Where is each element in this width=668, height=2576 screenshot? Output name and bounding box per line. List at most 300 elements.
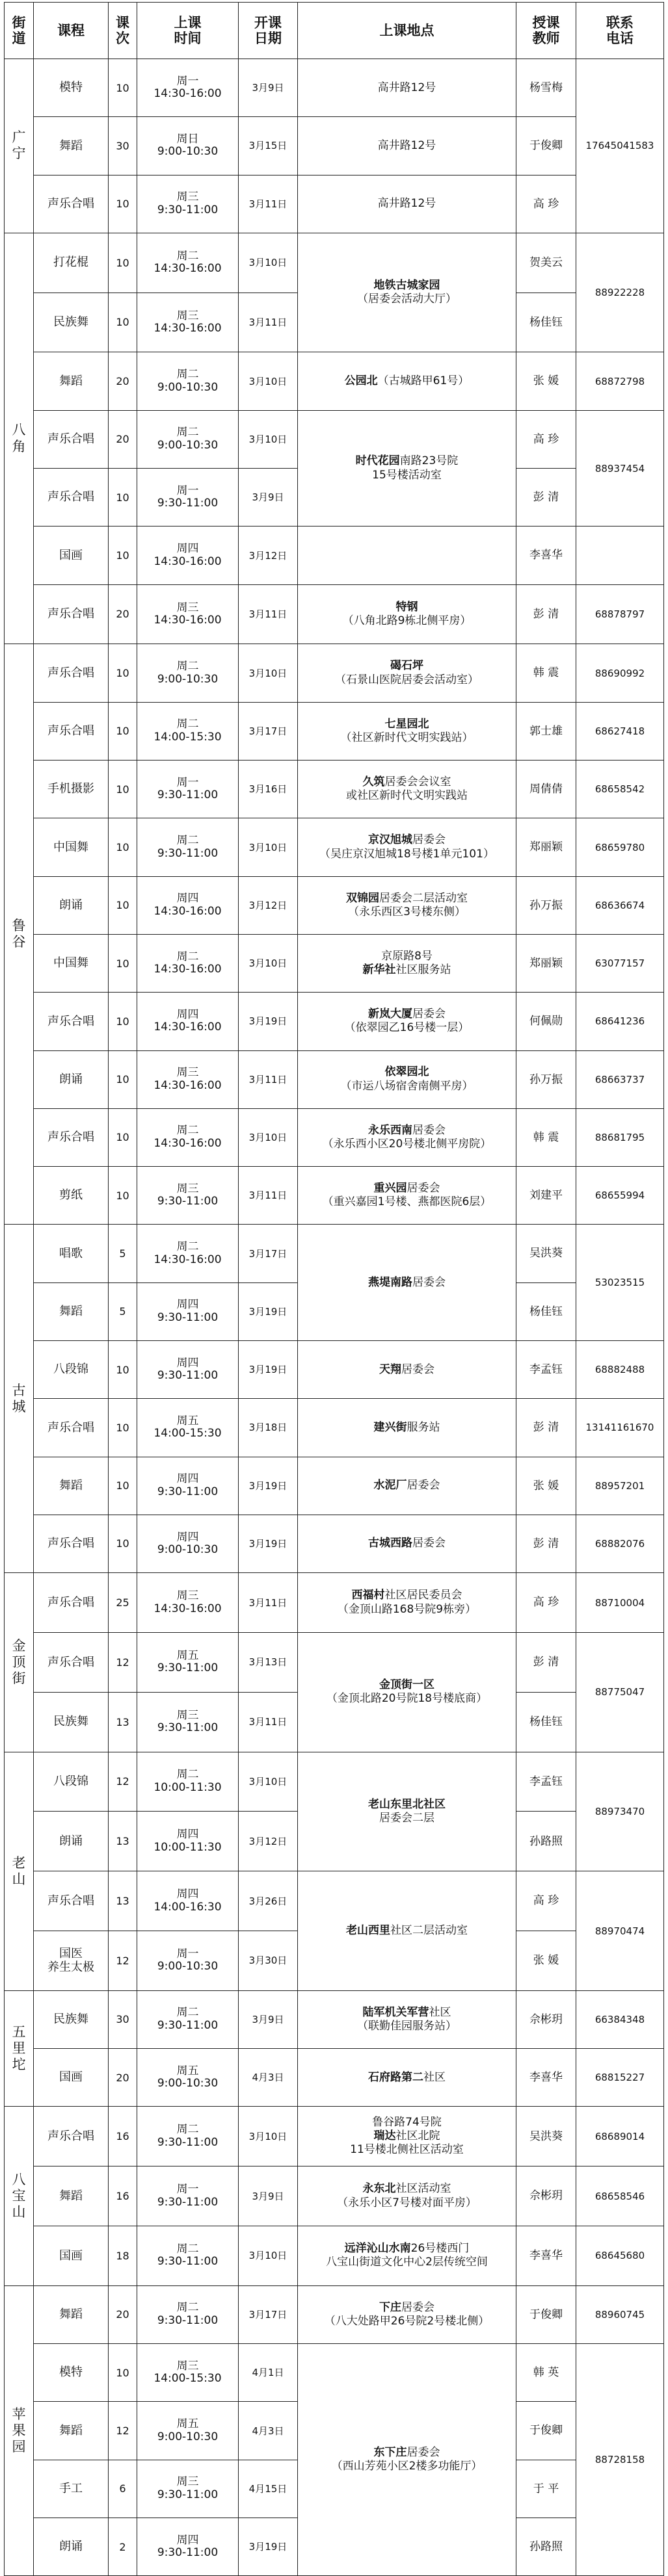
course-cell: 声乐合唱 — [34, 1515, 109, 1572]
location-cell — [298, 1752, 516, 1871]
teacher-cell: 于俊卿 — [516, 2285, 576, 2343]
location-detail: 高井路12号 — [377, 197, 436, 211]
sessions-cell: 10 — [109, 1341, 137, 1399]
weekday: 周二 — [176, 1124, 199, 1138]
location-name: 京汉旭城 — [368, 833, 412, 847]
table-row — [5, 1515, 664, 1572]
teacher-cell: 孙万振 — [516, 1050, 576, 1108]
sessions-cell: 16 — [109, 2107, 137, 2166]
time-cell — [137, 934, 239, 992]
location-line — [300, 905, 514, 919]
teacher-cell: 高 珍 — [516, 1573, 576, 1633]
sessions-cell: 10 — [109, 761, 137, 818]
teacher-cell: 杨雪梅 — [516, 59, 576, 117]
header-text: 上课地点 — [379, 22, 434, 38]
time-cell — [137, 2344, 239, 2402]
start-date-cell: 3月11日 — [239, 1692, 298, 1752]
course-cell: 国画 — [34, 527, 109, 584]
teacher-cell: 孙路照 — [516, 1812, 576, 1871]
sessions-cell: 30 — [109, 117, 137, 175]
location-line — [300, 139, 514, 153]
table-row — [5, 702, 664, 760]
time-range: 9:30-11:00 — [157, 1195, 219, 1208]
location-detail: 居委会 — [401, 1362, 434, 1376]
table-row — [5, 1752, 664, 1812]
header-cell — [516, 3, 576, 59]
time-cell — [137, 1457, 239, 1515]
phone-cell: 63077157 — [576, 934, 664, 992]
phone-cell — [576, 527, 664, 584]
location-line — [300, 601, 514, 614]
time-range: 14:30-16:00 — [154, 963, 222, 976]
phone-cell: 68882076 — [576, 1515, 664, 1572]
weekday: 周四 — [176, 1356, 199, 1370]
location-line — [300, 1195, 514, 1209]
location-line — [300, 1138, 514, 1151]
time-range: 9:30-11:00 — [157, 1721, 219, 1735]
phone-cell: 88957201 — [576, 1457, 664, 1515]
street-cell — [5, 1225, 34, 1573]
time-cell — [137, 1225, 239, 1282]
start-date-cell: 3月10日 — [239, 233, 298, 293]
weekday: 周四 — [176, 892, 199, 905]
weekday: 周二 — [176, 249, 199, 263]
street-char: 宝 — [12, 2187, 26, 2204]
location-name: 地铁古城家园 — [373, 278, 440, 292]
sessions-cell: 12 — [109, 1752, 137, 1812]
location-line — [300, 1589, 514, 1602]
street-cell — [5, 233, 34, 644]
sessions-cell: 20 — [109, 2049, 137, 2107]
street-char: 金 — [12, 1637, 26, 1654]
table-row — [5, 175, 664, 233]
location-detail: 居委会会议室 — [384, 775, 451, 788]
header-cell — [137, 3, 239, 59]
start-date-cell: 3月19日 — [239, 1341, 298, 1399]
time-range: 9:30-11:00 — [157, 2018, 219, 2032]
street-cell — [5, 2285, 34, 2575]
weekday: 周三 — [176, 309, 199, 322]
start-date-cell: 3月11日 — [239, 175, 298, 233]
location-line — [300, 1363, 514, 1377]
location-detail: （石景山医院居委会活动室） — [335, 673, 479, 686]
location-cell — [298, 1871, 516, 1991]
time-cell — [137, 175, 239, 233]
start-date-cell: 3月15日 — [239, 117, 298, 175]
location-cell — [298, 702, 516, 760]
street-char: 山 — [12, 2204, 26, 2220]
header-text: 授课 — [532, 14, 560, 31]
location-line — [300, 1603, 514, 1617]
table-row — [5, 1399, 664, 1457]
street-char: 古 — [12, 1382, 26, 1398]
location-line — [300, 833, 514, 847]
location-detail: 社区服务站 — [395, 963, 451, 977]
time-range: 9:00-10:30 — [157, 1960, 219, 1973]
start-date-cell: 3月11日 — [239, 1573, 298, 1633]
location-name: 建兴街 — [373, 1420, 407, 1434]
location-detail: 居委会 — [412, 1537, 446, 1550]
time-cell — [137, 1812, 239, 1871]
table-row — [5, 117, 664, 175]
phone-cell: 53023515 — [576, 1225, 664, 1341]
location-name: 西福村 — [351, 1589, 385, 1602]
location-name: 瑞达 — [373, 2129, 396, 2143]
start-date-cell: 3月10日 — [239, 410, 298, 468]
phone-cell: 68627418 — [576, 702, 664, 760]
header-text: 开课 — [254, 14, 282, 31]
start-date-cell: 3月26日 — [239, 1871, 298, 1931]
location-line — [300, 1021, 514, 1035]
location-detail: （古城路甲61号） — [377, 374, 470, 387]
weekday: 周四 — [176, 1472, 199, 1486]
location-line — [300, 2256, 514, 2269]
header-text: 日期 — [254, 31, 282, 46]
time-range: 14:30-16:00 — [154, 1602, 222, 1615]
location-name: 老山西里 — [346, 1923, 390, 1937]
sessions-cell: 10 — [109, 644, 137, 702]
location-detail: （八角北路9栋北侧平房） — [342, 614, 472, 628]
time-cell — [137, 1167, 239, 1225]
weekday: 周四 — [176, 1298, 199, 1312]
sessions-cell: 10 — [109, 527, 137, 584]
start-date-cell: 3月11日 — [239, 584, 298, 644]
teacher-cell: 郑丽颖 — [516, 818, 576, 876]
header-cell — [239, 3, 298, 59]
location-cell — [298, 175, 516, 233]
location-cell — [298, 993, 516, 1050]
teacher-cell: 彭 清 — [516, 1515, 576, 1572]
weekday: 周三 — [176, 1182, 199, 1195]
table-row — [5, 761, 664, 818]
course-cell: 民族舞 — [34, 1990, 109, 2048]
sessions-cell: 10 — [109, 818, 137, 876]
location-name: 双锦园 — [346, 891, 379, 905]
start-date-cell: 3月9日 — [239, 59, 298, 117]
header-text: 电话 — [606, 31, 634, 46]
location-line — [300, 2182, 514, 2196]
street-char: 苹 — [12, 2406, 26, 2422]
sessions-cell: 10 — [109, 469, 137, 527]
course-cell: 手机摄影 — [34, 761, 109, 818]
location-cell — [298, 1573, 516, 1633]
table-row — [5, 818, 664, 876]
location-detail: 居委会 — [401, 2300, 434, 2314]
time-range: 9:30-11:00 — [157, 1661, 219, 1675]
location-name: 燕堤南路 — [368, 1275, 412, 1289]
course-text: 国医 — [59, 1946, 83, 1960]
location-detail: （金顶北路20号院18号楼底商） — [326, 1692, 488, 1706]
weekday: 周五 — [176, 1648, 199, 1662]
location-name: 特钢 — [395, 600, 418, 614]
teacher-cell: 周倩倩 — [516, 761, 576, 818]
table-row — [5, 2049, 664, 2107]
weekday: 周二 — [176, 950, 199, 963]
sessions-cell: 5 — [109, 1282, 137, 1340]
location-detail: （八大处路甲26号院2号楼北侧） — [324, 2314, 490, 2328]
street-char: 五 — [12, 2023, 26, 2040]
location-line — [300, 1080, 514, 1093]
course-cell: 声乐合唱 — [34, 702, 109, 760]
location-line — [300, 469, 514, 482]
time-cell — [137, 469, 239, 527]
location-detail: （西山芳苑小区2楼多功能厅） — [331, 2460, 483, 2473]
course-cell: 舞蹈 — [34, 2285, 109, 2343]
location-name: 久筑 — [362, 775, 385, 788]
table-row — [5, 934, 664, 992]
location-name: 金顶街一区 — [379, 1678, 434, 1692]
location-line — [300, 1537, 514, 1550]
location-detail: 社区 — [429, 2005, 451, 2019]
course-cell: 八段锦 — [34, 1341, 109, 1399]
time-cell — [137, 2517, 239, 2575]
time-cell — [137, 1990, 239, 2048]
teacher-cell: 彭 清 — [516, 1633, 576, 1693]
teacher-cell: 佘彬玥 — [516, 2166, 576, 2226]
teacher-cell: 郭士雄 — [516, 702, 576, 760]
time-range: 14:30-16:00 — [154, 614, 222, 627]
start-date-cell: 3月19日 — [239, 993, 298, 1050]
course-cell: 手工 — [34, 2460, 109, 2517]
sessions-cell: 10 — [109, 2344, 137, 2402]
course-cell: 朗诵 — [34, 1050, 109, 1108]
location-cell — [298, 2049, 516, 2107]
time-cell — [137, 527, 239, 584]
start-date-cell: 3月19日 — [239, 1457, 298, 1515]
weekday: 周三 — [176, 1708, 199, 1722]
location-line — [300, 1798, 514, 1812]
weekday: 周二 — [176, 426, 199, 439]
location-cell — [298, 818, 516, 876]
location-detail: 服务站 — [407, 1420, 440, 1434]
location-detail: 15号楼活动室 — [372, 468, 442, 482]
sessions-cell: 13 — [109, 1812, 137, 1871]
time-cell — [137, 2285, 239, 2343]
sessions-cell: 25 — [109, 1573, 137, 1633]
location-line — [300, 1812, 514, 1825]
location-line — [300, 950, 514, 963]
phone-cell: 88960745 — [576, 2285, 664, 2343]
header-text: 课 — [116, 14, 129, 31]
location-line — [300, 1008, 514, 1021]
header-text: 教师 — [532, 31, 560, 46]
teacher-cell: 于俊卿 — [516, 117, 576, 175]
teacher-cell: 张 媛 — [516, 352, 576, 410]
location-cell — [298, 1225, 516, 1341]
location-detail: 居委会二层 — [379, 1811, 434, 1825]
time-range: 9:30-11:00 — [157, 2195, 219, 2209]
time-range: 9:00-10:30 — [157, 1543, 219, 1557]
start-date-cell: 4月3日 — [239, 2049, 298, 2107]
weekday: 周三 — [176, 601, 199, 614]
location-cell — [298, 1633, 516, 1752]
phone-cell: 88690992 — [576, 644, 664, 702]
location-name: 永乐西南 — [368, 1123, 412, 1137]
start-date-cell: 3月9日 — [239, 1990, 298, 2048]
location-cell — [298, 1990, 516, 2048]
weekday: 周二 — [176, 718, 199, 731]
weekday: 周一 — [176, 775, 199, 789]
location-line — [300, 2006, 514, 2020]
weekday: 周四 — [176, 1008, 199, 1021]
location-line — [300, 374, 514, 388]
teacher-cell: 李孟钰 — [516, 1752, 576, 1812]
time-range: 9:30-11:00 — [157, 2135, 219, 2149]
course-cell: 国画 — [34, 2226, 109, 2285]
table-row — [5, 2285, 664, 2343]
time-cell — [137, 993, 239, 1050]
phone-cell: 68872798 — [576, 352, 664, 410]
location-detail: （社区新时代文明实践站） — [340, 731, 474, 744]
time-cell — [137, 1399, 239, 1457]
weekday: 周二 — [176, 2123, 199, 2137]
teacher-cell: 韩 英 — [516, 2344, 576, 2402]
location-line — [300, 2301, 514, 2315]
street-char: 街 — [12, 1671, 26, 1686]
time-cell — [137, 2049, 239, 2107]
location-cell — [298, 644, 516, 702]
location-detail: （永乐小区7号楼对面平房） — [337, 2196, 477, 2209]
phone-cell: 68658546 — [576, 2166, 664, 2226]
start-date-cell: 3月19日 — [239, 1282, 298, 1340]
location-cell — [298, 233, 516, 352]
location-detail: 居委会二层活动室 — [379, 891, 468, 905]
sessions-cell: 6 — [109, 2460, 137, 2517]
location-detail: 八宝山街道文化中心2层传统空间 — [326, 2256, 488, 2269]
sessions-cell: 12 — [109, 1931, 137, 1991]
weekday: 周一 — [176, 2183, 199, 2196]
sessions-cell: 30 — [109, 1990, 137, 2048]
time-cell — [137, 1050, 239, 1108]
teacher-cell: 杨佳钰 — [516, 293, 576, 352]
sessions-cell: 10 — [109, 1167, 137, 1225]
phone-cell: 13141161670 — [576, 1399, 664, 1457]
course-cell: 舞蹈 — [34, 352, 109, 410]
street-cell — [5, 2107, 34, 2285]
time-range: 14:30-16:00 — [154, 1078, 222, 1092]
time-range: 14:00-15:30 — [154, 2372, 222, 2386]
location-cell — [298, 761, 516, 818]
header-cell — [34, 3, 109, 59]
start-date-cell: 3月10日 — [239, 1108, 298, 1166]
street-char: 园 — [12, 2439, 26, 2455]
location-line — [300, 1479, 514, 1492]
table-row — [5, 2226, 664, 2285]
time-range: 14:00-16:30 — [154, 1900, 222, 1914]
phone-cell: 88710004 — [576, 1573, 664, 1633]
start-date-cell: 3月10日 — [239, 644, 298, 702]
course-cell: 朗诵 — [34, 2517, 109, 2575]
weekday: 周三 — [176, 2359, 199, 2373]
course-text: 养生太极 — [47, 1960, 94, 1975]
sessions-cell: 10 — [109, 233, 137, 293]
location-line — [300, 2116, 514, 2129]
teacher-cell: 李喜华 — [516, 2049, 576, 2107]
street-char: 广 — [12, 129, 26, 146]
location-name: 新岚大厦 — [368, 1008, 412, 1021]
teacher-cell: 孙万振 — [516, 876, 576, 934]
start-date-cell: 3月17日 — [239, 702, 298, 760]
location-name: 老山东里北社区 — [368, 1797, 446, 1811]
sessions-cell: 10 — [109, 702, 137, 760]
start-date-cell: 3月19日 — [239, 2517, 298, 2575]
street-char: 山 — [12, 1871, 26, 1887]
location-detail: （居委会活动大厅） — [357, 293, 457, 306]
start-date-cell: 3月11日 — [239, 293, 298, 352]
sessions-cell: 10 — [109, 1399, 137, 1457]
teacher-cell: 李喜华 — [516, 2226, 576, 2285]
time-cell — [137, 1633, 239, 1693]
header-text: 课程 — [57, 22, 85, 38]
phone-cell: 88937454 — [576, 410, 664, 527]
weekday: 周二 — [176, 2006, 199, 2020]
location-cell — [298, 527, 516, 584]
location-name: 东下庄 — [373, 2445, 407, 2459]
course-cell: 声乐合唱 — [34, 1633, 109, 1693]
location-name: 水泥厂 — [373, 1479, 407, 1492]
start-date-cell: 3月9日 — [239, 2166, 298, 2226]
weekday: 周二 — [176, 368, 199, 382]
location-line — [300, 2315, 514, 2328]
street-char: 宁 — [12, 146, 26, 162]
time-range: 9:30-11:00 — [157, 846, 219, 860]
location-cell — [298, 2344, 516, 2576]
weekday: 周五 — [176, 1414, 199, 1427]
time-cell — [137, 293, 239, 352]
weekday: 周二 — [176, 1240, 199, 1254]
location-cell — [298, 1050, 516, 1108]
location-detail: （市运八场宿舍南侧平房） — [340, 1079, 474, 1093]
street-cell — [5, 1573, 34, 1752]
time-cell — [137, 2166, 239, 2226]
phone-cell: 88922228 — [576, 233, 664, 352]
location-name: 七星园北 — [384, 717, 429, 731]
location-name: 陆军机关军营 — [362, 2005, 429, 2019]
phone-cell: 88728158 — [576, 2344, 664, 2576]
start-date-cell: 3月9日 — [239, 469, 298, 527]
course-cell: 舞蹈 — [34, 1282, 109, 1340]
course-schedule-table — [4, 2, 664, 2576]
location-detail: （联勤佳园服务站） — [357, 2019, 457, 2033]
location-name: 永东北 — [362, 2182, 396, 2196]
location-detail: （吴庄京汉旭城18号楼1单元101） — [319, 847, 494, 861]
location-cell — [298, 934, 516, 992]
weekday: 周五 — [176, 2417, 199, 2430]
time-cell — [137, 2402, 239, 2460]
location-detail: 鲁谷路74号院 — [372, 2115, 442, 2129]
location-line — [300, 1421, 514, 1435]
street-cell — [5, 1990, 34, 2107]
time-range: 9:00-10:30 — [157, 438, 219, 452]
location-line — [300, 1678, 514, 1692]
course-cell: 民族舞 — [34, 1692, 109, 1752]
location-line — [300, 775, 514, 789]
sessions-cell: 5 — [109, 1225, 137, 1282]
location-cell — [298, 2285, 516, 2343]
teacher-cell: 高 珍 — [516, 1871, 576, 1931]
location-line — [300, 673, 514, 687]
phone-cell: 68689014 — [576, 2107, 664, 2166]
weekday: 周四 — [176, 1888, 199, 1901]
table-row — [5, 584, 664, 644]
weekday: 周四 — [176, 541, 199, 555]
time-cell — [137, 1573, 239, 1633]
table-header-row — [5, 3, 664, 59]
start-date-cell: 3月30日 — [239, 1931, 298, 1991]
location-line — [300, 2446, 514, 2460]
sessions-cell: 10 — [109, 876, 137, 934]
start-date-cell: 3月10日 — [239, 934, 298, 992]
